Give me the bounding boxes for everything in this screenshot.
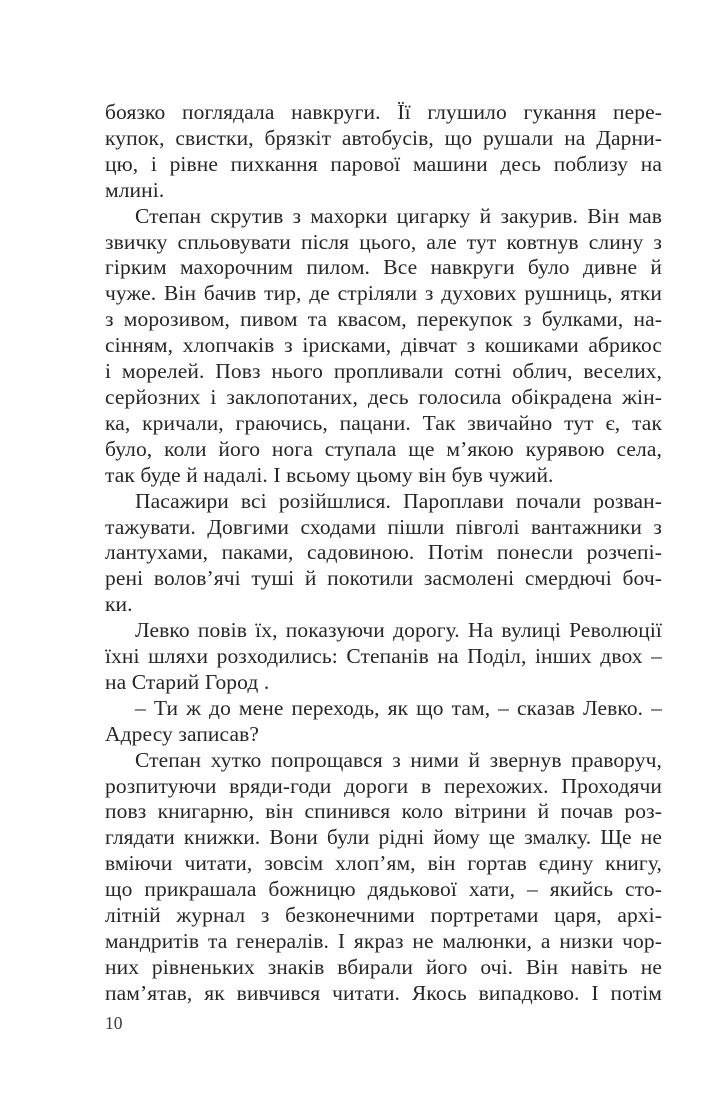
text-line: млині.	[105, 177, 165, 202]
text-line: на Старий Город .	[105, 669, 270, 694]
text-line: так буде й надалі. І всьому цьому він був чужий.	[105, 462, 554, 487]
paragraph	[105, 204, 662, 489]
text-line: – Ти ж до мене переходь, як що там, – сказав Левко. –	[135, 695, 662, 720]
text-line: мандритів та генералів. І якраз не малюнки, а низки чор-	[105, 929, 662, 953]
text-line: з морозивом, пивом та квасом, перекупок з булками, на-	[105, 307, 662, 332]
text-line: глядати книжки. Вони були рідні йому ще змалку. Ще не	[105, 825, 662, 850]
text-line: що прикрашала божницю дядькової хати, – якийсь сто-	[105, 877, 662, 902]
text-line: звичку спльовувати після цього, але тут ковтнув слину з	[105, 229, 662, 254]
paragraph	[105, 748, 662, 1007]
text-line: Степан скрутив з махорки цигарку й закурив. Він мав	[135, 203, 662, 228]
text-line: боязко поглядала навкруги. Її глушило гукання пере-	[105, 100, 662, 124]
text-line: цю, і рівне пихкання парової машини десь поблизу на	[105, 151, 662, 176]
text-line: купок, свистки, брязкіт автобусів, що рушали на Дарни-	[105, 125, 662, 150]
paragraph	[105, 100, 662, 204]
text-line: Степан хутко попрощався з ними й звернув праворуч,	[135, 747, 662, 772]
text-line: серйозних і заклопотаних, десь голосила обікрадена жін-	[105, 384, 662, 409]
text-line: сінням, хлопчаків з ірисками, дівчат з кошиками абрикос	[105, 333, 662, 358]
text-line: Левко повів їх, показуючи дорогу. На вулиці Революції	[135, 618, 662, 643]
text-line: ка, кричали, граючись, пацани. Так звичайно тут є, так	[105, 410, 662, 435]
page-text	[105, 100, 662, 1007]
text-line: них рівненьких знаків вбирали його очі. Він навіть не	[105, 954, 662, 979]
page-number: 10	[105, 1013, 123, 1033]
text-line: розпитуючи вряди-годи дороги в перехожих. Проходячи	[105, 773, 662, 798]
text-line: Адресу записав?	[105, 721, 259, 746]
text-line: лантухами, паками, садовиною. Потім понесли розчепі-	[105, 540, 662, 565]
text-line: пам’ятав, як вивчився читати. Якось випадково. І потім	[105, 980, 662, 1005]
text-line: їхні шляхи розходились: Степанів на Поділ, інших двох –	[105, 644, 662, 669]
paragraph	[105, 618, 662, 696]
text-line: чуже. Він бачив тир, де стріляли з духових рушниць, ятки	[105, 281, 662, 306]
text-line: тажувати. Довгими сходами пішли півголі вантажники з	[105, 514, 662, 539]
text-line: повз книгарню, він спинився коло вітрини й почав роз-	[105, 799, 662, 824]
text-line: і морелей. Повз нього пропливали сотні облич, веселих,	[105, 359, 662, 384]
text-line: ки.	[105, 592, 133, 617]
paragraph	[105, 696, 662, 748]
text-line: було, коли його нога ступала ще м’якою курявою села,	[105, 436, 662, 461]
text-line: рені волов’ячі туші й покотили засмолені смердючі боч-	[105, 566, 662, 591]
text-line: вміючи читати, зовсім хлоп’ям, він гортав єдину книгу,	[105, 851, 662, 876]
paragraph	[105, 489, 662, 619]
text-line: літній журнал з безконечними портретами царя, архі-	[105, 903, 662, 928]
text-line: Пасажири всі розійшлися. Пароплави почали розван-	[135, 488, 662, 513]
text-line: гірким махорочним пилом. Все навкруги було дивне й	[105, 255, 662, 280]
